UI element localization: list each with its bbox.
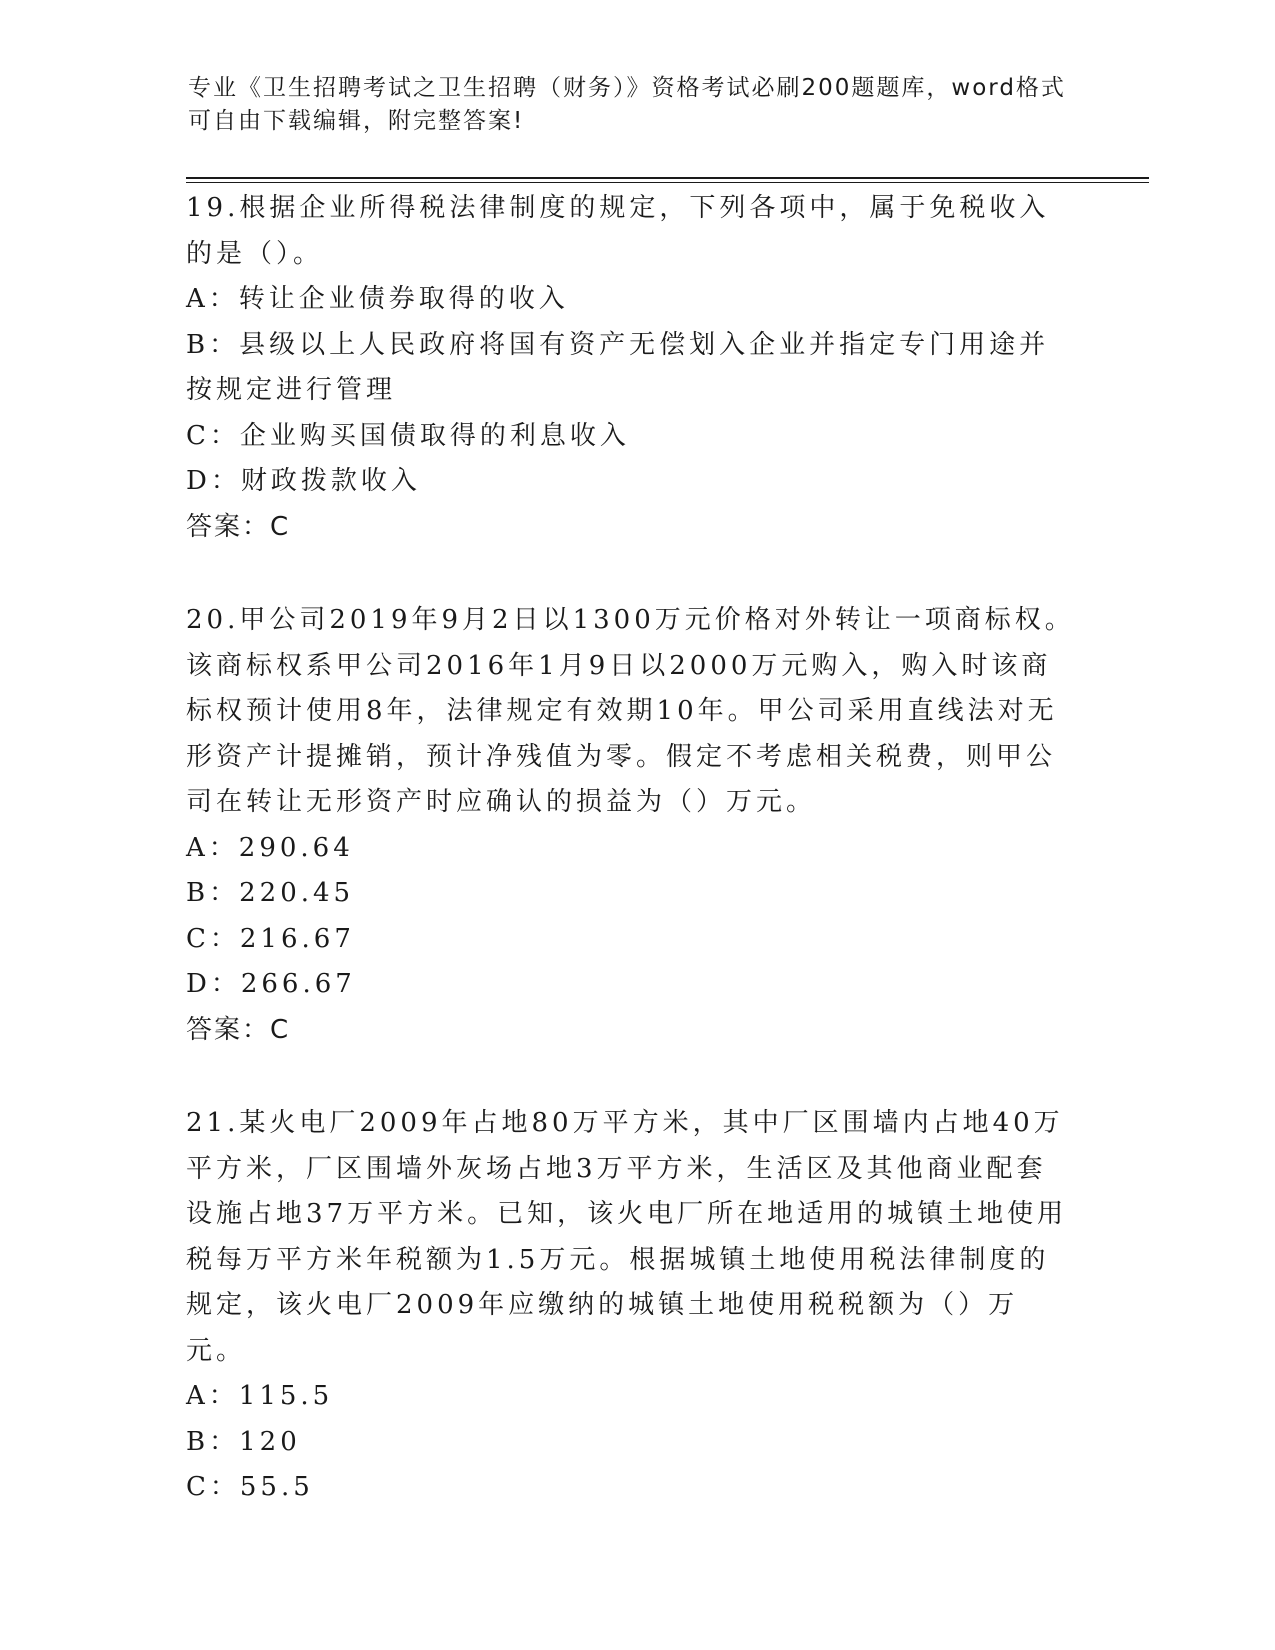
option-a: A：115.5 <box>186 1381 334 1411</box>
option-a: A：转让企业债券取得的收入 <box>186 284 569 314</box>
option-b: B：县级以上人民政府将国有资产无偿划入企业并指定专门用途并按规定进行管理 <box>186 329 1050 405</box>
option-d: D：266.67 <box>186 969 356 999</box>
question-stem: 20.甲公司2019年9月2日以1300万元价格对外转让一项商标权。该商标权系甲公司2016年1月9日以2000万元购入，购入时该商标权预计使用8年，法律规定有效期10年。甲公司采用直线法对无形资产计提摊销，预计净残值为零。假定不考虑相关税费，则甲公司在转让无形资产时应确认的损益为（）万元。 <box>186 605 1075 817</box>
document-header: 专业《卫生招聘考试之卫生招聘（财务）》资格考试必刷200题题库，word格式可自由下载编辑，附完整答案! <box>188 75 1066 134</box>
option-b: B：120 <box>186 1426 301 1457</box>
question-19 <box>186 186 1076 550</box>
option-a: A：290.64 <box>186 832 354 863</box>
option-c: C：216.67 <box>186 923 355 954</box>
option-c: C：企业购买国债取得的利息收入 <box>186 420 630 451</box>
question-list <box>186 186 1076 1559</box>
header-divider-thin <box>186 182 1149 183</box>
question-20 <box>186 598 1076 1053</box>
question-stem: 19.根据企业所得税法律制度的规定，下列各项中，属于免税收入的是（）。 <box>186 193 1050 269</box>
question-stem: 21.某火电厂2009年占地80万平方米，其中厂区围墙内占地40万平方米，厂区围墙外灰场占地3万平方米，生活区及其他商业配套设施占地37万平方米。已知，该火电厂所在地适用的城镇土地使用税每万平方米年税额为1.5万元。根据城镇土地使用税法律制度的规定，该火电厂2009年应缴纳的城镇土地使用税税额为（）万元。 <box>186 1108 1068 1366</box>
answer-line: 答案：C <box>186 1014 291 1045</box>
header-divider-thick <box>186 177 1149 179</box>
answer-line: 答案：C <box>186 511 291 542</box>
option-d: D：财政拨款收入 <box>186 466 421 496</box>
option-c: C：55.5 <box>186 1472 314 1502</box>
option-b: B：220.45 <box>186 878 355 908</box>
question-21 <box>186 1101 1076 1511</box>
